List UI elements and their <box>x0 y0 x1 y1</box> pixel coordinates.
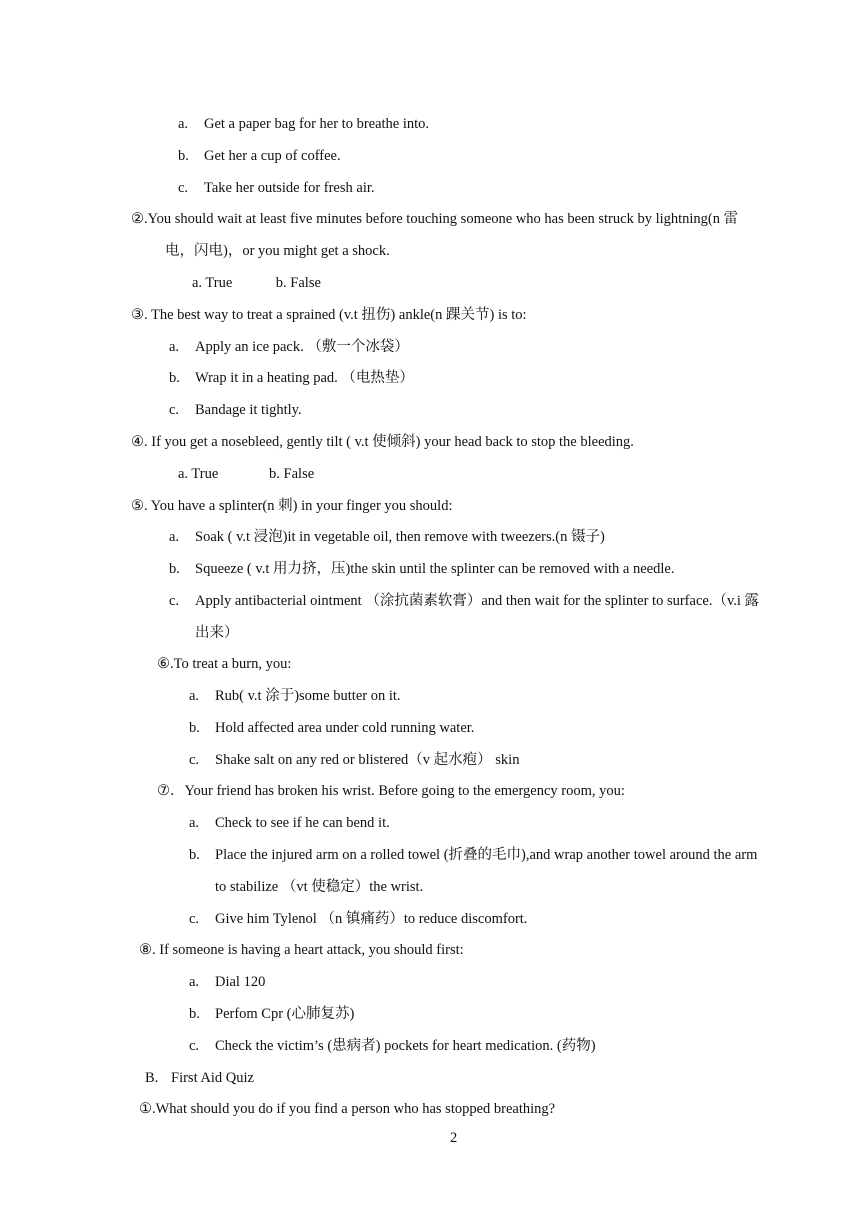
question-6: ⑥.To treat a burn, you: <box>157 656 292 672</box>
option-a: a. Check to see if he can bend it. <box>189 815 390 831</box>
option-a: a. Dial 120 <box>189 974 266 990</box>
option-a: a. Get a paper bag for her to breathe into. <box>178 116 430 132</box>
option-c: c. Check the victim’s (患病者) pockets for heart medication. (药物) <box>189 1038 596 1054</box>
option-b: b. Wrap it in a heating pad. （电热垫） <box>169 370 414 386</box>
option-a: a. Apply an ice pack. （敷一个冰袋） <box>169 339 409 355</box>
section-b-heading: B. First Aid Quiz <box>145 1070 254 1086</box>
question-2: ②.You should wait at least five minutes before touching someone who has been struck by lightning(n 雷 <box>131 211 739 227</box>
true-false-options: a. True b. False <box>178 466 315 482</box>
option-b-continued: to stabilize （vt 使稳定）the wrist. <box>215 879 424 895</box>
option-b: b. Get her a cup of coffee. <box>178 148 341 164</box>
question-5: ⑤. You have a splinter(n 刺) in your finger you should: <box>131 498 453 514</box>
option-b: b. Perfom Cpr (心肺复苏) <box>189 1006 355 1022</box>
option-c: c. Bandage it tightly. <box>169 402 302 418</box>
option-a: a. Rub( v.t 涂于)some butter on it. <box>189 688 401 704</box>
page-number: 2 <box>450 1130 458 1146</box>
option-b: b. Squeeze ( v.t 用力挤，压)the skin until the splinter can be removed with a needle. <box>169 561 675 577</box>
option-c: c. Apply antibacterial ointment （涂抗菌素软膏）and then wait for the splinter to surface.（v.i 露 <box>169 593 760 609</box>
option-b: b. Hold affected area under cold running water. <box>189 720 475 736</box>
option-c-continued: 出来） <box>195 625 239 641</box>
question-3: ③. The best way to treat a sprained (v.t 扭伤) ankle(n 踝关节) is to: <box>131 307 527 323</box>
option-a: a. Soak ( v.t 浸泡)it in vegetable oil, then remove with tweezers.(n 镊子) <box>169 529 605 545</box>
true-false-options: a. True b. False <box>192 275 321 291</box>
question-2-continued: 电，闪电)，or you might get a shock. <box>165 243 390 259</box>
question-8: ⑧. If someone is having a heart attack, you should first: <box>139 942 464 958</box>
option-c: c. Shake salt on any red or blistered（v 起水疱） skin <box>189 752 520 768</box>
option-c: c. Give him Tylenol （n 镇痛药）to reduce discomfort. <box>189 911 528 927</box>
quiz-question-1: ①.What should you do if you find a person who has stopped breathing? <box>139 1101 556 1117</box>
question-4: ④. If you get a nosebleed, gently tilt ( v.t 使倾斜) your head back to stop the bleeding. <box>131 434 634 450</box>
question-7: ⑦．Your friend has broken his wrist. Before going to the emergency room, you: <box>157 783 625 799</box>
option-c: c. Take her outside for fresh air. <box>178 180 375 196</box>
option-b: b. Place the injured arm on a rolled towel (折叠的毛巾),and wrap another towel around the arm <box>189 847 758 863</box>
